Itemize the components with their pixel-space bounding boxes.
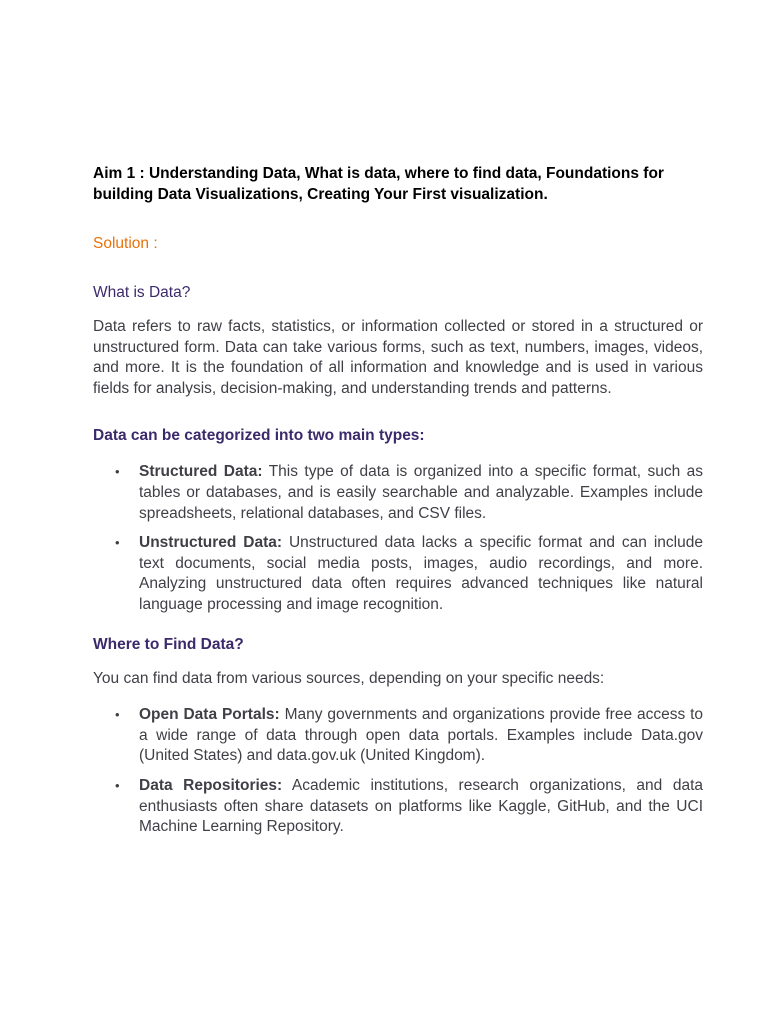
aim-heading: Aim 1 : Understanding Data, What is data, where to find data, Foundations for building Data Visualizations, Creating Your First visualization. — [93, 165, 664, 203]
list-item-text: Many governments and organizations provide free access to a wide range of data through open data portals. Examples include Data.gov (United States) and data.gov.uk (United Kingdom). — [139, 706, 704, 765]
bullet-icon: • — [115, 464, 120, 480]
list-item — [93, 776, 703, 838]
list-item-term: Data Repositories: — [139, 776, 283, 794]
list-item-term: Unstructured Data: — [139, 534, 283, 552]
bullet-icon: • — [115, 777, 120, 793]
list-item-term: Structured Data: — [139, 463, 263, 481]
what-is-data-paragraph: Data refers to raw facts, statistics, or information collected or stored in a structured or unstructured form. Data can take various forms, such as text, numbers, images, videos, and more. It is the foundation of all information and knowledge and is used in various fields for analysis, decision-making, and understanding trends and patterns. — [93, 318, 703, 397]
list-item-text: Academic institutions, research organizations, and data enthusiasts often share datasets on platforms like Kaggle, GitHub, and the UCI Machine Learning Repository. — [139, 776, 703, 836]
data-types-list — [93, 462, 703, 615]
list-item — [93, 533, 703, 615]
list-item-text: Unstructured data lacks a specific format and can include text documents, social media posts, images, audio recordings, and more. Analyzing unstructured data often requires advanced techniques like natural language processing and image recognition. — [139, 534, 703, 613]
where-to-find-intro: You can find data from various sources, depending on your specific needs: — [93, 669, 605, 687]
data-sources-list — [93, 705, 703, 838]
what-is-data-heading: What is Data? — [93, 284, 191, 301]
where-to-find-heading: Where to Find Data? — [93, 635, 244, 653]
list-item — [93, 705, 703, 767]
solution-label: Solution : — [93, 235, 158, 252]
bullet-icon: • — [115, 707, 120, 723]
list-item-text: This type of data is organized into a specific format, such as tables or databases, and is easily searchable and analyzable. Examples include spreadsheets, relational databases, and CSV files. — [139, 463, 703, 522]
bullet-icon: • — [115, 535, 120, 551]
data-types-heading: Data can be categorized into two main types: — [93, 427, 425, 445]
list-item-term: Open Data Portals: — [139, 706, 280, 724]
document-page — [93, 163, 703, 847]
list-item — [93, 462, 703, 524]
